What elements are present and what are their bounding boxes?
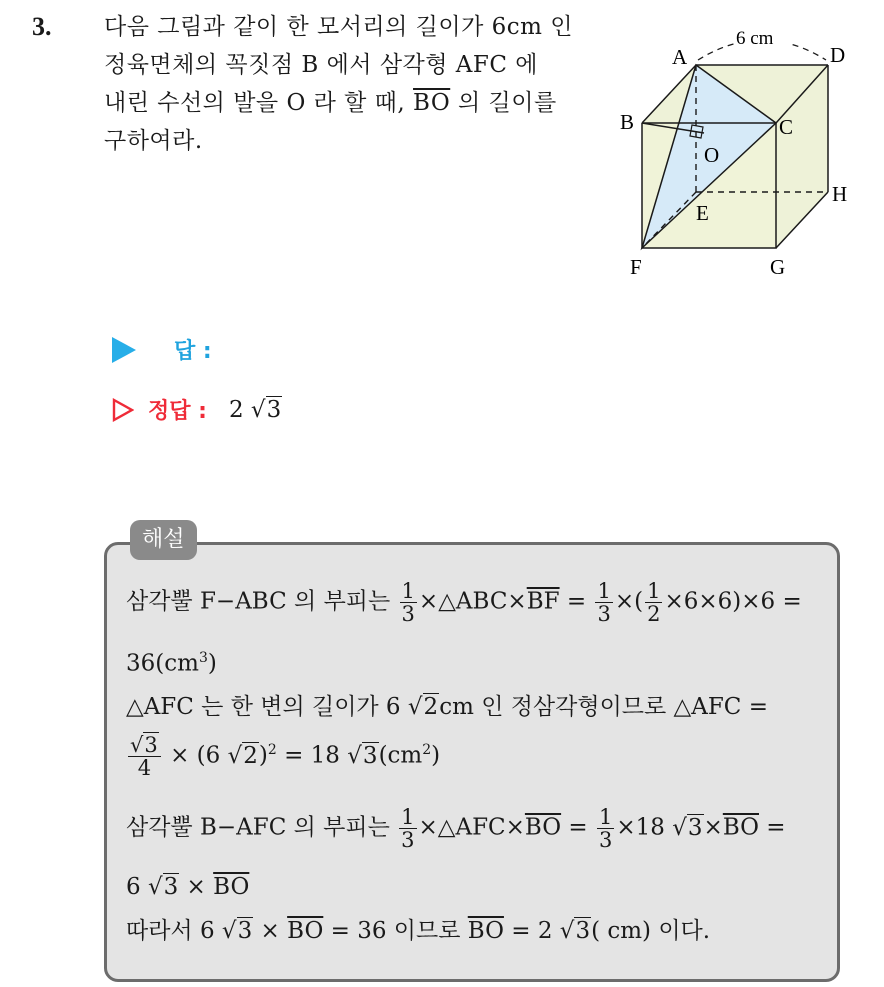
solution-tab: 해설 xyxy=(130,520,197,560)
correct-answer-value: 2 √3 xyxy=(228,396,282,423)
vertex-c: C xyxy=(779,115,794,139)
question-line-4: 구하여라. xyxy=(104,128,203,154)
solution-line-4: $\frac{√3}{4}$ × (6 √2)$^2$ = 18 $√3(cm^2)$ xyxy=(130,733,441,780)
vertex-f: F xyxy=(630,255,642,279)
vertex-a: A xyxy=(672,45,688,69)
point-o: O xyxy=(704,143,720,167)
question-number: 3. xyxy=(32,12,52,41)
question-line-2: 정육면체의 꼭짓점 B 에서 삼각형 AFC 에 xyxy=(104,52,538,78)
vertex-d: D xyxy=(830,43,846,67)
vertex-g: G xyxy=(770,255,786,279)
correct-answer-label: 정답 : xyxy=(148,399,207,424)
solution-line-2: $36(cm^3)$ xyxy=(126,650,217,677)
fraction: $\frac{1}{3}$ xyxy=(401,579,415,626)
vertex-e: E xyxy=(696,201,709,225)
solution-line-1: 삼각뿔 F−ABC 의 부피는 $\frac{1}{3}$ $\times\triangle ABC\times\overline{BF}$ = $\frac{1}{3}$ ×( $\frac{1}{2}$ ×6×6)×6 = xyxy=(126,579,802,626)
edge-label: 6 cm xyxy=(736,28,774,49)
cube-figure xyxy=(610,20,860,282)
segment-bo: $\overline{BO}$ xyxy=(413,90,451,116)
solution-line-5: 삼각뿔 B−AFC 의 부피는 $\frac{1}{3}$ $\times\triangle AFC\times\overline{BO}$ = $\frac{1}{3}$ ×18 $√3\times\overline{BO}$ = xyxy=(126,805,786,852)
correct-answer-row xyxy=(112,394,282,425)
question-line-1: 다음 그림과 같이 한 모서리의 길이가 6cm 인 xyxy=(104,14,573,40)
answer-row xyxy=(112,334,212,365)
outline-triangle-icon xyxy=(112,398,134,422)
solution-line-3: △AFC 는 한 변의 길이가 6 √2cm 인 정삼각형이므로 △AFC = xyxy=(126,694,768,720)
question-line-3: 내린 수선의 발을 O 라 할 때, $\overline{BO}$ 의 길이를 xyxy=(104,90,557,116)
play-triangle-icon xyxy=(112,337,136,363)
solution-line-6: 6 $√3 \times \overline{BO}$ xyxy=(126,874,250,900)
solution-line-7: 따라서 6 $√3 \times \overline{BO} = 36$ 이므로 $\overline{BO} = 2$ √3( cm) 이다. xyxy=(126,918,711,944)
vertex-b: B xyxy=(620,110,635,134)
answer-label: 답 : xyxy=(174,339,212,364)
vertex-h: H xyxy=(832,182,848,206)
question-text xyxy=(104,8,594,160)
